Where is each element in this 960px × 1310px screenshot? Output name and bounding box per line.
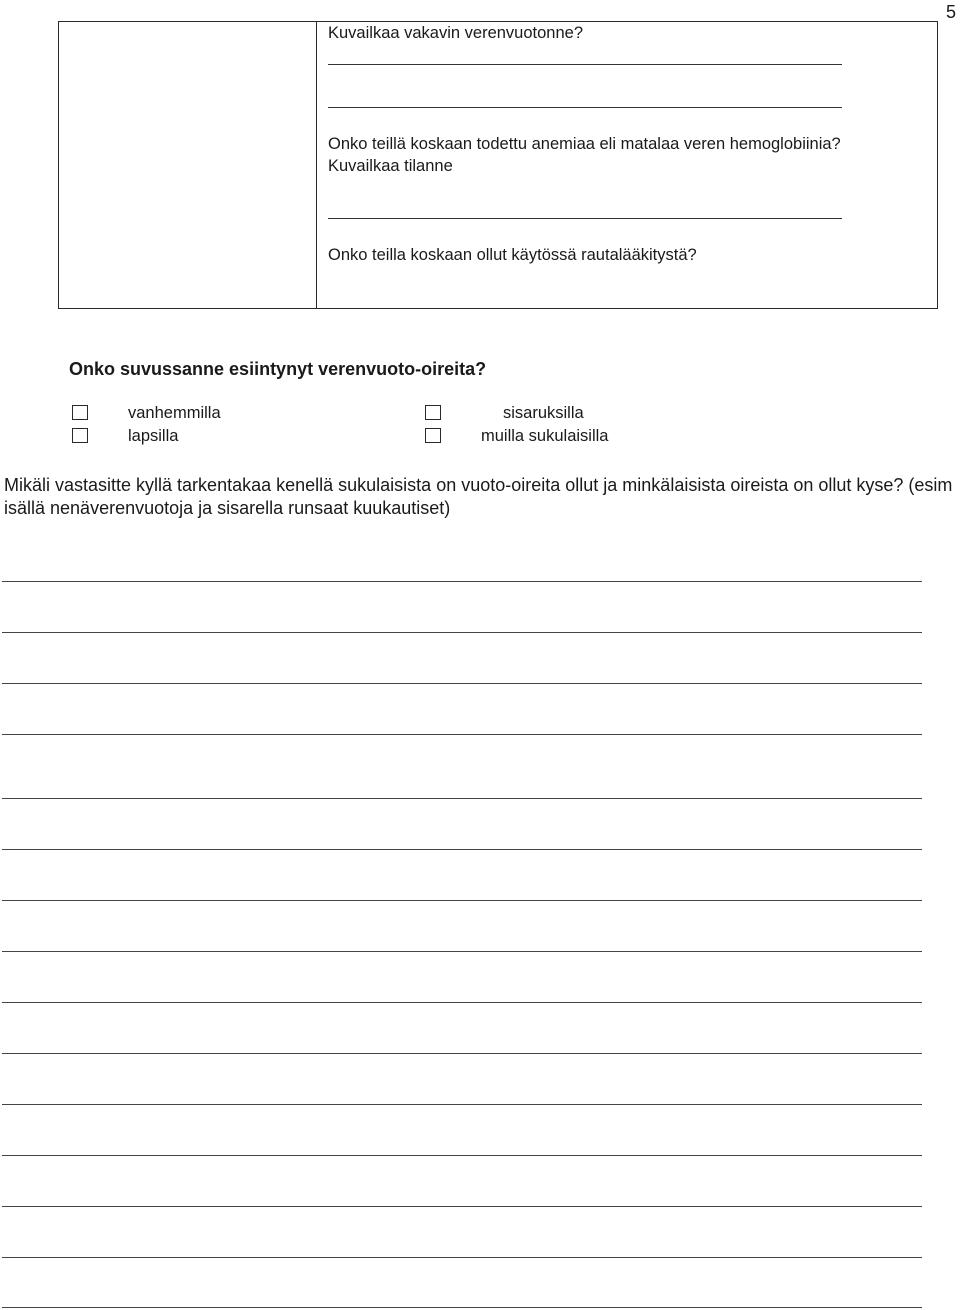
answer-line[interactable] [2, 1155, 922, 1156]
family-history-instruction: Mikäli vastasitte kyllä tarkentakaa kenellä sukulaisista on vuoto-oireita ollut ja minkälaisista oireista on ollut kyse? (esim isällä nenäverenvuotoja ja sisarella runsaat kuukautiset) [4, 475, 953, 518]
checkbox-icon[interactable] [425, 428, 441, 443]
question-worst-bleeding: Kuvailkaa vakavin verenvuotonne? [328, 24, 584, 42]
answer-line[interactable] [2, 849, 922, 850]
answer-line[interactable] [2, 734, 922, 735]
answer-line[interactable] [2, 1307, 922, 1308]
option-label: sisaruksilla [503, 404, 584, 422]
answer-line[interactable] [328, 107, 842, 108]
answer-line[interactable] [2, 1104, 922, 1105]
answer-line[interactable] [2, 951, 922, 952]
answer-line[interactable] [328, 64, 842, 65]
option-label: lapsilla [128, 427, 179, 445]
answer-line[interactable] [2, 1053, 922, 1054]
checkbox-icon[interactable] [72, 428, 88, 443]
question-anemia: Onko teillä koskaan todettu anemiaa eli matalaa veren hemoglobiinia? [328, 135, 841, 153]
answer-line[interactable] [2, 1257, 922, 1258]
option-label: vanhemmilla [128, 404, 221, 422]
page-number: 5 [945, 2, 956, 22]
answer-line[interactable] [328, 218, 842, 219]
question-iron-medication: Onko teilla koskaan ollut käytössä rautalääkitystä? [328, 246, 697, 264]
answer-line[interactable] [2, 581, 922, 582]
answer-line[interactable] [2, 798, 922, 799]
answer-line[interactable] [2, 1206, 922, 1207]
family-history-heading: Onko suvussanne esiintynyt verenvuoto-oireita? [69, 359, 487, 379]
option-label: muilla sukulaisilla [481, 427, 609, 445]
checkbox-icon[interactable] [72, 405, 88, 420]
answer-line[interactable] [2, 632, 922, 633]
answer-line[interactable] [2, 1002, 922, 1003]
question-anemia-followup: Kuvailkaa tilanne [328, 157, 453, 175]
answer-line[interactable] [2, 683, 922, 684]
checkbox-icon[interactable] [425, 405, 441, 420]
answer-line[interactable] [2, 900, 922, 901]
question-box-divider [316, 21, 317, 309]
